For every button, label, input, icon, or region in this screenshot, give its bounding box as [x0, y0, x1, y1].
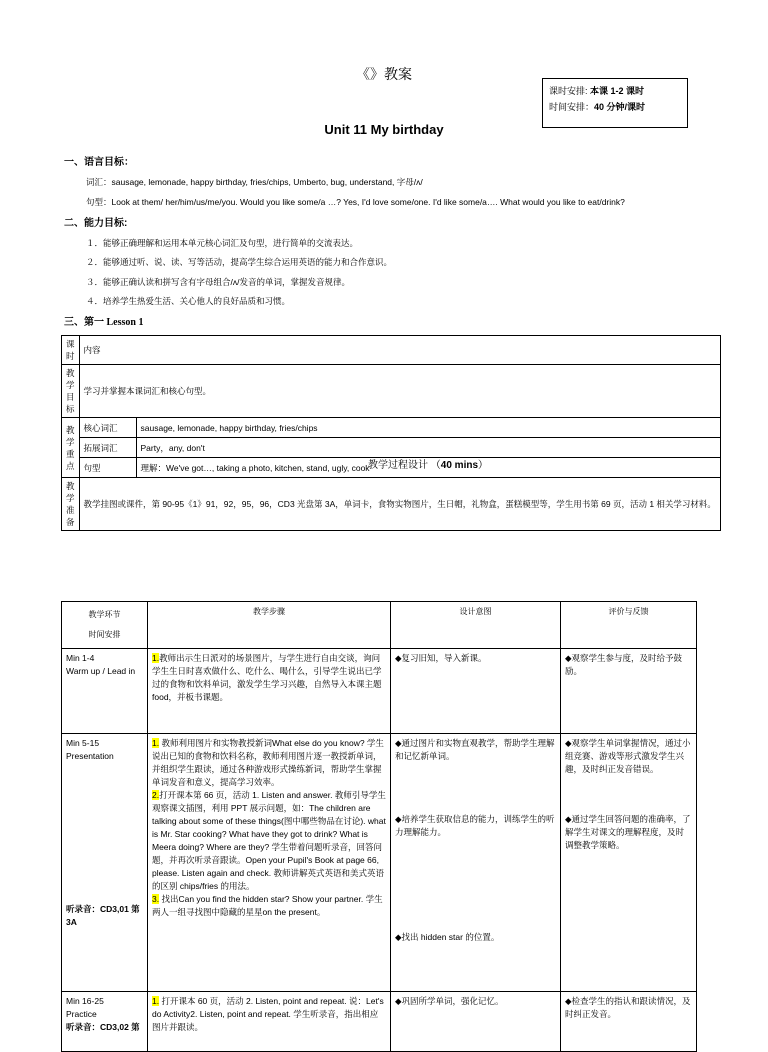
- overview-value: 学习并掌握本课词汇和核心句型。: [79, 365, 720, 418]
- step-text: 打开课本第 66 页，活动 1. Listen and answer. 教师引导学生观察课文插图，利用 PPT 展示问题，如：The children are talking about some of these things(图中哪些物品在讨论). what is Mr. Star cooking? What have they got to drink? What is Meera doing? Where are they? 学生带着问题听录音，回答问题，并再次听录音跟读。Open your Pupil's Book at page 66, please. Listen again and check. 教师讲解英式英语和美式英语的区别 chips/fries 的用法。: [152, 790, 386, 891]
- step-number: 1.: [152, 738, 160, 748]
- overview-sublabel: 句型: [79, 458, 136, 478]
- step-text: 找出Can you find the hidden star? Show your partner. 学生两人一组寻找图中隐藏的星星on the present。: [152, 894, 383, 917]
- document-title: 《》教案: [356, 66, 412, 82]
- section-heading-language-goals: 一、语言目标：: [64, 157, 134, 168]
- step-number: 3.: [152, 894, 160, 904]
- overview-sublabel: 拓展词汇: [79, 438, 136, 458]
- table-row: [62, 418, 721, 438]
- table-row: [62, 734, 697, 992]
- steps-cell: [148, 734, 391, 992]
- steps-cell: [148, 649, 391, 734]
- column-header: 评价与反馈: [561, 602, 697, 649]
- section-heading-ability-goals: 二、能力目标:: [64, 218, 128, 229]
- step: [152, 737, 386, 789]
- info-line-2: 时间安排：40 分钟/课时: [549, 102, 646, 112]
- step-text: 教师出示生日派对的场景图片，与学生进行自由交谈，询问学生生日时喜欢做什么、吃什么、喝什么，引导学生说出已学过的食物和饮料单词，激发学生学习兴趣，自然导入本课主题food，并板书课题。: [152, 653, 382, 702]
- lesson-overview-table: [61, 335, 721, 531]
- info-line-1: 课时安排: 本课 1-2 课时: [549, 86, 645, 96]
- stage-cell: Min 16-25 Practice 听录音：CD3,02 第: [62, 992, 148, 1052]
- table-row: [62, 365, 721, 418]
- column-header: 教学环节 时间安排: [62, 602, 148, 649]
- step-number: 2.: [152, 790, 160, 800]
- ability-goal-4: ４．培养学生热爱生活、关心他人的良好品质和习惯。: [86, 296, 291, 306]
- column-header: 设计意图: [391, 602, 561, 649]
- ability-goal-2: ２．能够通过听、说、读、写等活动，提高学生综合运用英语的能力和合作意识。: [86, 257, 393, 267]
- ability-goal-1: １．能够正确理解和运用本单元核心词汇及句型，进行简单的交流表达。: [86, 238, 359, 248]
- eval-cell: ◆观察学生参与度，及时给予鼓励。: [561, 649, 697, 734]
- table-row: [62, 992, 697, 1052]
- lesson-heading: 三、第一 Lesson 1: [64, 317, 144, 328]
- ability-goal-3: ３．能够正确认读和拼写含有字母组合/ʌ/发音的单词，掌握发音规律。: [86, 277, 350, 287]
- purpose-cell: ◆巩固所学单词，强化记忆。: [391, 992, 561, 1052]
- overview-label: 教学目标: [62, 365, 80, 418]
- purpose-cell: ◆复习旧知，导入新课。: [391, 649, 561, 734]
- table-row: [62, 336, 721, 365]
- unit-title: Unit 11 My birthday: [324, 122, 444, 137]
- audio-note: 听录音：CD3,01 第 3A: [66, 904, 140, 927]
- stage-cell: Min 5-15 Presentation 听录音：CD3,01 第 3A: [62, 734, 148, 992]
- overview-sublabel: 核心词汇: [79, 418, 136, 438]
- schedule-info-box: [542, 78, 688, 128]
- overview-label: 教学准备: [62, 478, 80, 531]
- table-header-row: [62, 602, 697, 649]
- step-number: 1.: [152, 653, 160, 663]
- table-row: [62, 649, 697, 734]
- overview-label: 课时: [62, 336, 80, 365]
- table-row: [62, 438, 721, 458]
- column-header: 教学步骤: [148, 602, 391, 649]
- vocab-line: 词汇：sausage, lemonade, happy birthday, fries/chips, Umberto, bug, understand, 字母/ʌ/: [86, 177, 423, 187]
- step-text: 教师利用图片和实物教授新词What else do you know? 学生说出已知的食物和饮料名称，教师利用图片逐一教授新单词，并组织学生跟读，通过各种游戏形式操练新词，帮助学生掌握单词发音和意义，提高学习效率。: [152, 738, 384, 787]
- overview-value: 内容: [79, 336, 720, 365]
- stage-cell: Min 1-4 Warm up / Lead in: [62, 649, 148, 734]
- overview-value: Party，any, don't: [136, 438, 720, 458]
- audio-note: 听录音：CD3,02 第: [66, 1022, 140, 1032]
- step-text: 打开课本 60 页，活动 2. Listen, point and repeat. 说：Let's do Activity2. Listen, point and repeat. 学生听录音，指出相应图片并跟读。: [152, 996, 384, 1032]
- purpose-cell: ◆通过图片和实物直观教学，帮助学生理解和记忆新单词。 ◆培养学生获取信息的能力，训练学生的听力理解能力。 ◆找出 hidden star 的位置。: [391, 734, 561, 992]
- eval-cell: ◆检查学生的指认和跟读情况，及时纠正发音。: [561, 992, 697, 1052]
- overview-value: 理解：We've got…, taking a photo, kitchen, stand, ugly, cook: [136, 458, 720, 478]
- table-row: [62, 478, 721, 531]
- step: [152, 789, 386, 893]
- overview-value: sausage, lemonade, happy birthday, fries/chips: [136, 418, 720, 438]
- overview-label: 教学重点: [62, 418, 80, 478]
- step-number: 1.: [152, 996, 160, 1006]
- procedure-title: 教学过程设计 （40 mins）: [368, 460, 489, 471]
- steps-cell: [148, 992, 391, 1052]
- step: [152, 893, 386, 919]
- procedure-table: [61, 601, 697, 1052]
- sentence-pattern-line: 句型：Look at them/ her/him/us/me/you. Would you like some/a …? Yes, I'd love some/one. I'd like some/a…. What would you like to eat/drink?: [86, 197, 625, 207]
- eval-cell: ◆观察学生单词掌握情况，通过小组竞赛、游戏等形式激发学生兴趣，及时纠正发音错误。 ◆通过学生回答问题的准确率，了解学生对课文的理解程度，及时调整教学策略。: [561, 734, 697, 992]
- overview-value: 教学挂图或课件，第 90-95《1》91，92，95，96，CD3 光盘第 3A，单词卡，食物实物图片，生日帽，礼物盒，蛋糕模型等，学生用书第 69 页，活动 1 相关学习材料。: [79, 478, 720, 531]
